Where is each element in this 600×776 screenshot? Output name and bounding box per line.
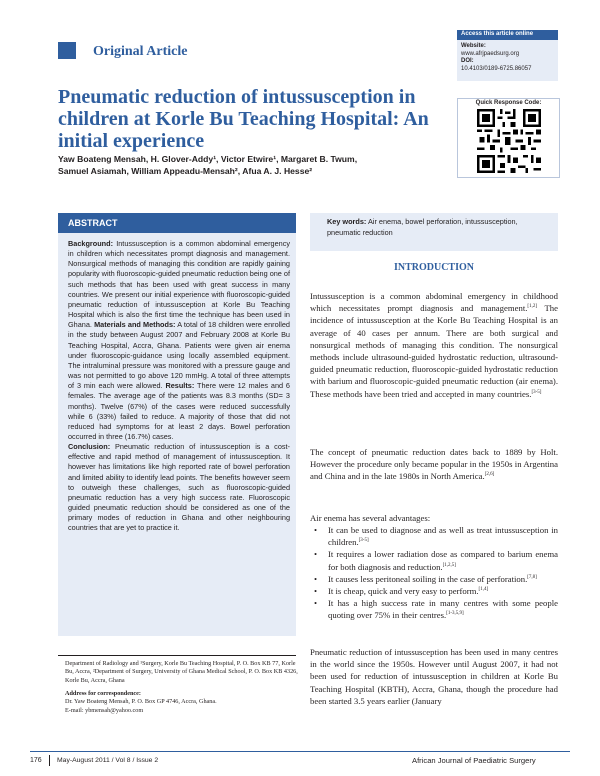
authors-line-2: Samuel Asiamah, William Appeadu-Mensah², Afua A. J. Hesse² xyxy=(58,166,313,176)
footnote-divider xyxy=(58,655,296,656)
correspondence xyxy=(65,690,305,715)
correspondence-address: Dr. Yaw Boateng Mensah, P. O. Box GP 4746, Accra, Ghana. xyxy=(65,698,217,706)
intro-paragraph-1: Intussusception is a common abdominal emergency in childhood which necessitates prompt diagnosis and management.[1,2] The incidence of intussusception at the Korle Bu Teaching Hospital is an average of 40 cases per annum. There are both surgical and nonsurgical methods of managing this condition. The nonsurgical methods include ultrasound-guided hydrostatic reduction, ultrasound-guided pneumatic reduction, fluoroscopic-guided hydrostatic reduction with barium and fluoroscopic-guided pneumatic reduction (air enema). These methods have been tried and accepted in many countries.[3-5] xyxy=(310,291,558,399)
intro-paragraph-3: Air enema has several advantages: xyxy=(310,513,431,523)
list-item: • It causes less peritoneal soiling in the case of perforation.[7,8] xyxy=(310,573,558,585)
qr-code-box xyxy=(457,98,560,178)
advantages-list xyxy=(310,524,558,622)
results-text: There were 12 males and 6 females. The average age of the patients was 8.3 months (SD= 3 months). Twelve (67%) of the cases were reduced successfully while 6 (33%) failed to reduce. A majority of those that did not reduced had symptoms for at least 2 days. Bowel perforation occurred in three (16.7%) cases. xyxy=(68,381,290,441)
conclusion-label: Conclusion: xyxy=(68,442,111,452)
correspondence-label: Address for correspondence: xyxy=(65,690,141,697)
correspondence-email[interactable]: E-mail: ybmensah@yahoo.com xyxy=(65,706,144,714)
qr-code-icon[interactable] xyxy=(477,109,541,173)
abstract-conclusion xyxy=(68,442,290,533)
doi-value[interactable]: 10.4103/0189-6725.86057 xyxy=(461,65,532,72)
keywords-text: Air enema, bowel perforation, intussusception, pneumatic reduction xyxy=(327,217,518,237)
section-label: Original Article xyxy=(93,44,188,59)
author-list xyxy=(58,153,358,177)
section-color-bar xyxy=(58,42,76,59)
abstract-panel xyxy=(58,213,296,636)
footer-divider xyxy=(30,751,570,752)
article-title: Pneumatic reduction of intussusception in children at Korle Bu Teaching Hospital: An initial experience xyxy=(58,86,429,152)
list-item: • It is cheap, quick and very easy to perform.[1,4] xyxy=(310,585,558,597)
access-heading: Access this article online xyxy=(457,30,558,40)
doi-label: DOI: xyxy=(461,58,474,64)
keywords-panel xyxy=(310,213,558,251)
background-label: Background: xyxy=(68,239,113,248)
affiliations: Department of Radiology and ¹Surgery, Korle Bu Teaching Hospital, P. O. Box KB 77, Korle Bu, Accra, ²Department of Surgery, University of Ghana Medical School, P. O. Box KB 4326, Korle Bu, Accra, Ghana xyxy=(65,660,298,684)
issue-info: May-August 2011 / Vol 8 / Issue 2 xyxy=(57,757,159,764)
keywords-label: Key words: xyxy=(327,217,367,226)
journal-name: African Journal of Paediatric Surgery xyxy=(412,756,536,765)
background-text: Intussusception is a common abdominal emergency in children which necessitates prompt diagnosis and management. Nonsurgical methods of managing this condition are rapidly gaining popularity with fluoroscopic-guided pneumatic reduction being one of such methods that has been used with great success in many countries. We present our initial experience with fluoroscopic-guided pneumatic reduction of intussusception at Korle Bu Teaching Hospital which is also the first time the technique has been used in Ghana. xyxy=(68,239,290,330)
list-item: • It can be used to diagnose and as well as treat intussusception in children.[3-5] xyxy=(310,524,558,548)
abstract-main xyxy=(68,239,290,442)
page-number: 176 xyxy=(30,757,42,764)
intro-paragraph-4: Pneumatic reduction of intussusception has been used in many centres in the world since the 1950s. However until August 2007, it had not been used for reduction of intussusception in children at Korle Bu Teaching Hospital (KBTH), Accra, Ghana, though the procedure had been started 3.5 years earlier (January xyxy=(310,647,558,706)
list-item: • It requires a lower radiation dose as compared to barium enema for both diagnosis and reduction.[1,2,5] xyxy=(310,548,558,572)
footer-separator xyxy=(49,755,50,766)
abstract-body xyxy=(68,239,290,534)
results-label: Results: xyxy=(162,381,195,391)
methods-text: A total of 18 children were enrolled in the study between August 2007 and February 2008 at Korle Bu Teaching Hospital, Accra, Ghana. Patients were given air enema under fluoroscopic-guidance using locally assembled equipment. The intraluminal pressure was monitored with a pressure gauge and was not permitted to go above 120 mmHg. A total of three attempts of 3 min each were allowed. xyxy=(68,320,290,391)
conclusion-text: Pneumatic reduction of intussusception is a cost-effective and rapid method of management of intussusception. It however has limitations like high reported rate of bowel perforation and limited ability to identify lead points. The benefits however seem to outweigh these challenges, such as fluoroscopic-guided pneumatic reduction has a very high success rate. Fluoroscopic guided pneumatic reduction should be considered as one of the primary modes of reduction in Ghana and other neighbouring countries that are yet to practice it. xyxy=(68,442,290,533)
introduction-heading: INTRODUCTION xyxy=(393,262,474,273)
website-label: Website: xyxy=(461,43,486,49)
access-online-box xyxy=(457,30,558,81)
methods-label: Materials and Methods: xyxy=(91,320,176,330)
list-item: • It has a high success rate in many centres with some people quoting over 75% in their centres.[1-3,5,9] xyxy=(310,597,558,621)
abstract-heading: ABSTRACT xyxy=(58,213,296,233)
authors-line-1: Yaw Boateng Mensah, H. Glover-Addy¹, Victor Etwire¹, Margaret B. Twum, xyxy=(58,154,358,164)
qr-label: Quick Response Code: xyxy=(475,100,542,106)
intro-paragraph-2: The concept of pneumatic reduction dates back to 1889 by Holt. However the procedure only became popular in the 1950s in Argentina and China and in the late 1980s in North America.[2,6] xyxy=(310,447,558,482)
website-link[interactable]: www.afrjpaedsurg.org xyxy=(461,50,520,57)
